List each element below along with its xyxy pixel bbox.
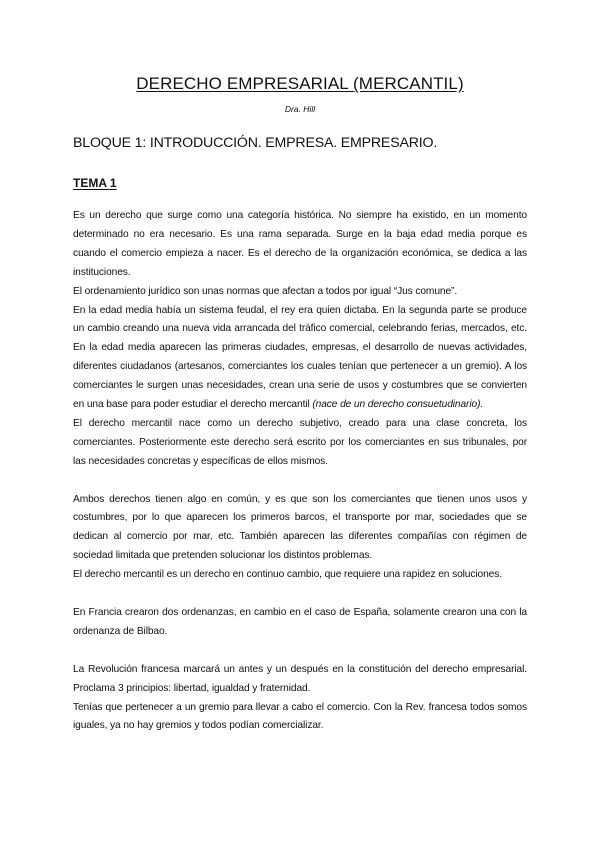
paragraph-7: En Francia crearon dos ordenanzas, en cambio en el caso de España, solamente crearon una con la ordenanza de Bilbao.	[73, 607, 527, 637]
paragraph-8: La Revolución francesa marcará un antes y un después en la constitución del derecho empresarial. Proclama 3 principios: libertad, igualdad y fraternidad.	[73, 663, 527, 694]
paragraph-1: Es un derecho que surge como una categoría histórica. No siempre ha existido, en un momento determinado no era necesario. Es una rama separada. Surge en la baja edad media porque es cuando el comercio empieza a nacer. Es el derecho de la organización económica, se dedica a las instituciones.	[73, 210, 527, 278]
section-heading: BLOQUE 1: INTRODUCCIÓN. EMPRESA. EMPRESARIO.	[73, 135, 438, 151]
paragraph-9: Tenías que pertenecer a un gremio para llevar a cabo el comercio. Con la Rev. francesa todos somos iguales, ya no hay gremios y todos podían comercializar.	[73, 701, 527, 732]
document-author: Dra. Hill	[284, 104, 316, 114]
paragraph-6: El derecho mercantil es un derecho en continuo cambio, que requiere una rapidez en soluciones.	[73, 569, 502, 581]
paragraph-4: El derecho mercantil nace como un derecho subjetivo, creado para una clase concreta, los comerciantes. Posteriormente este derecho será escrito por los comerciantes en sus tribunales, por las necesidades concretas y específicas de ellos mismos.	[73, 417, 527, 467]
paragraph-3	[73, 302, 527, 415]
paragraph-3-italic-note: (nace de un derecho consuetudinario).	[312, 399, 484, 411]
document-title: DERECHO EMPRESARIAL (MERCANTIL)	[136, 74, 464, 93]
document-body	[73, 207, 527, 736]
paragraph-5: Ambos derechos tienen algo en común, y es que son los comerciantes que tienen unos usos y costumbres, por lo que aparecen los primeros barcos, el transporte por mar, sociedades que se dedican al comercio por mar, etc. También aparecen las diferentes compañías con régimen de sociedad limitada que pretenden solucionar los distintos problemas.	[73, 493, 527, 562]
paragraph-3-text: En la edad media había un sistema feudal, el rey era quien dictaba. En la segunda parte se produce un cambio creando una nueva vida arrancada del tráfico comercial, celebrando ferias, mercados, etc. En la edad media aparecen las primeras ciudades, empresas, el desarrollo de nuevas actividades, diferentes ciudadanos (artesanos, comerciantes los cuales tenían que pertenecer a un gremio). A los comerciantes le surgen unas necesidades, crean una serie de usos y costumbres que se convierten en una base para poder estudiar el derecho mercantil	[73, 304, 527, 411]
topic-heading: TEMA 1	[73, 176, 117, 190]
paragraph-2: El ordenamiento jurídico son unas normas que afectan a todos por igual “Jus comune”.	[73, 285, 458, 297]
